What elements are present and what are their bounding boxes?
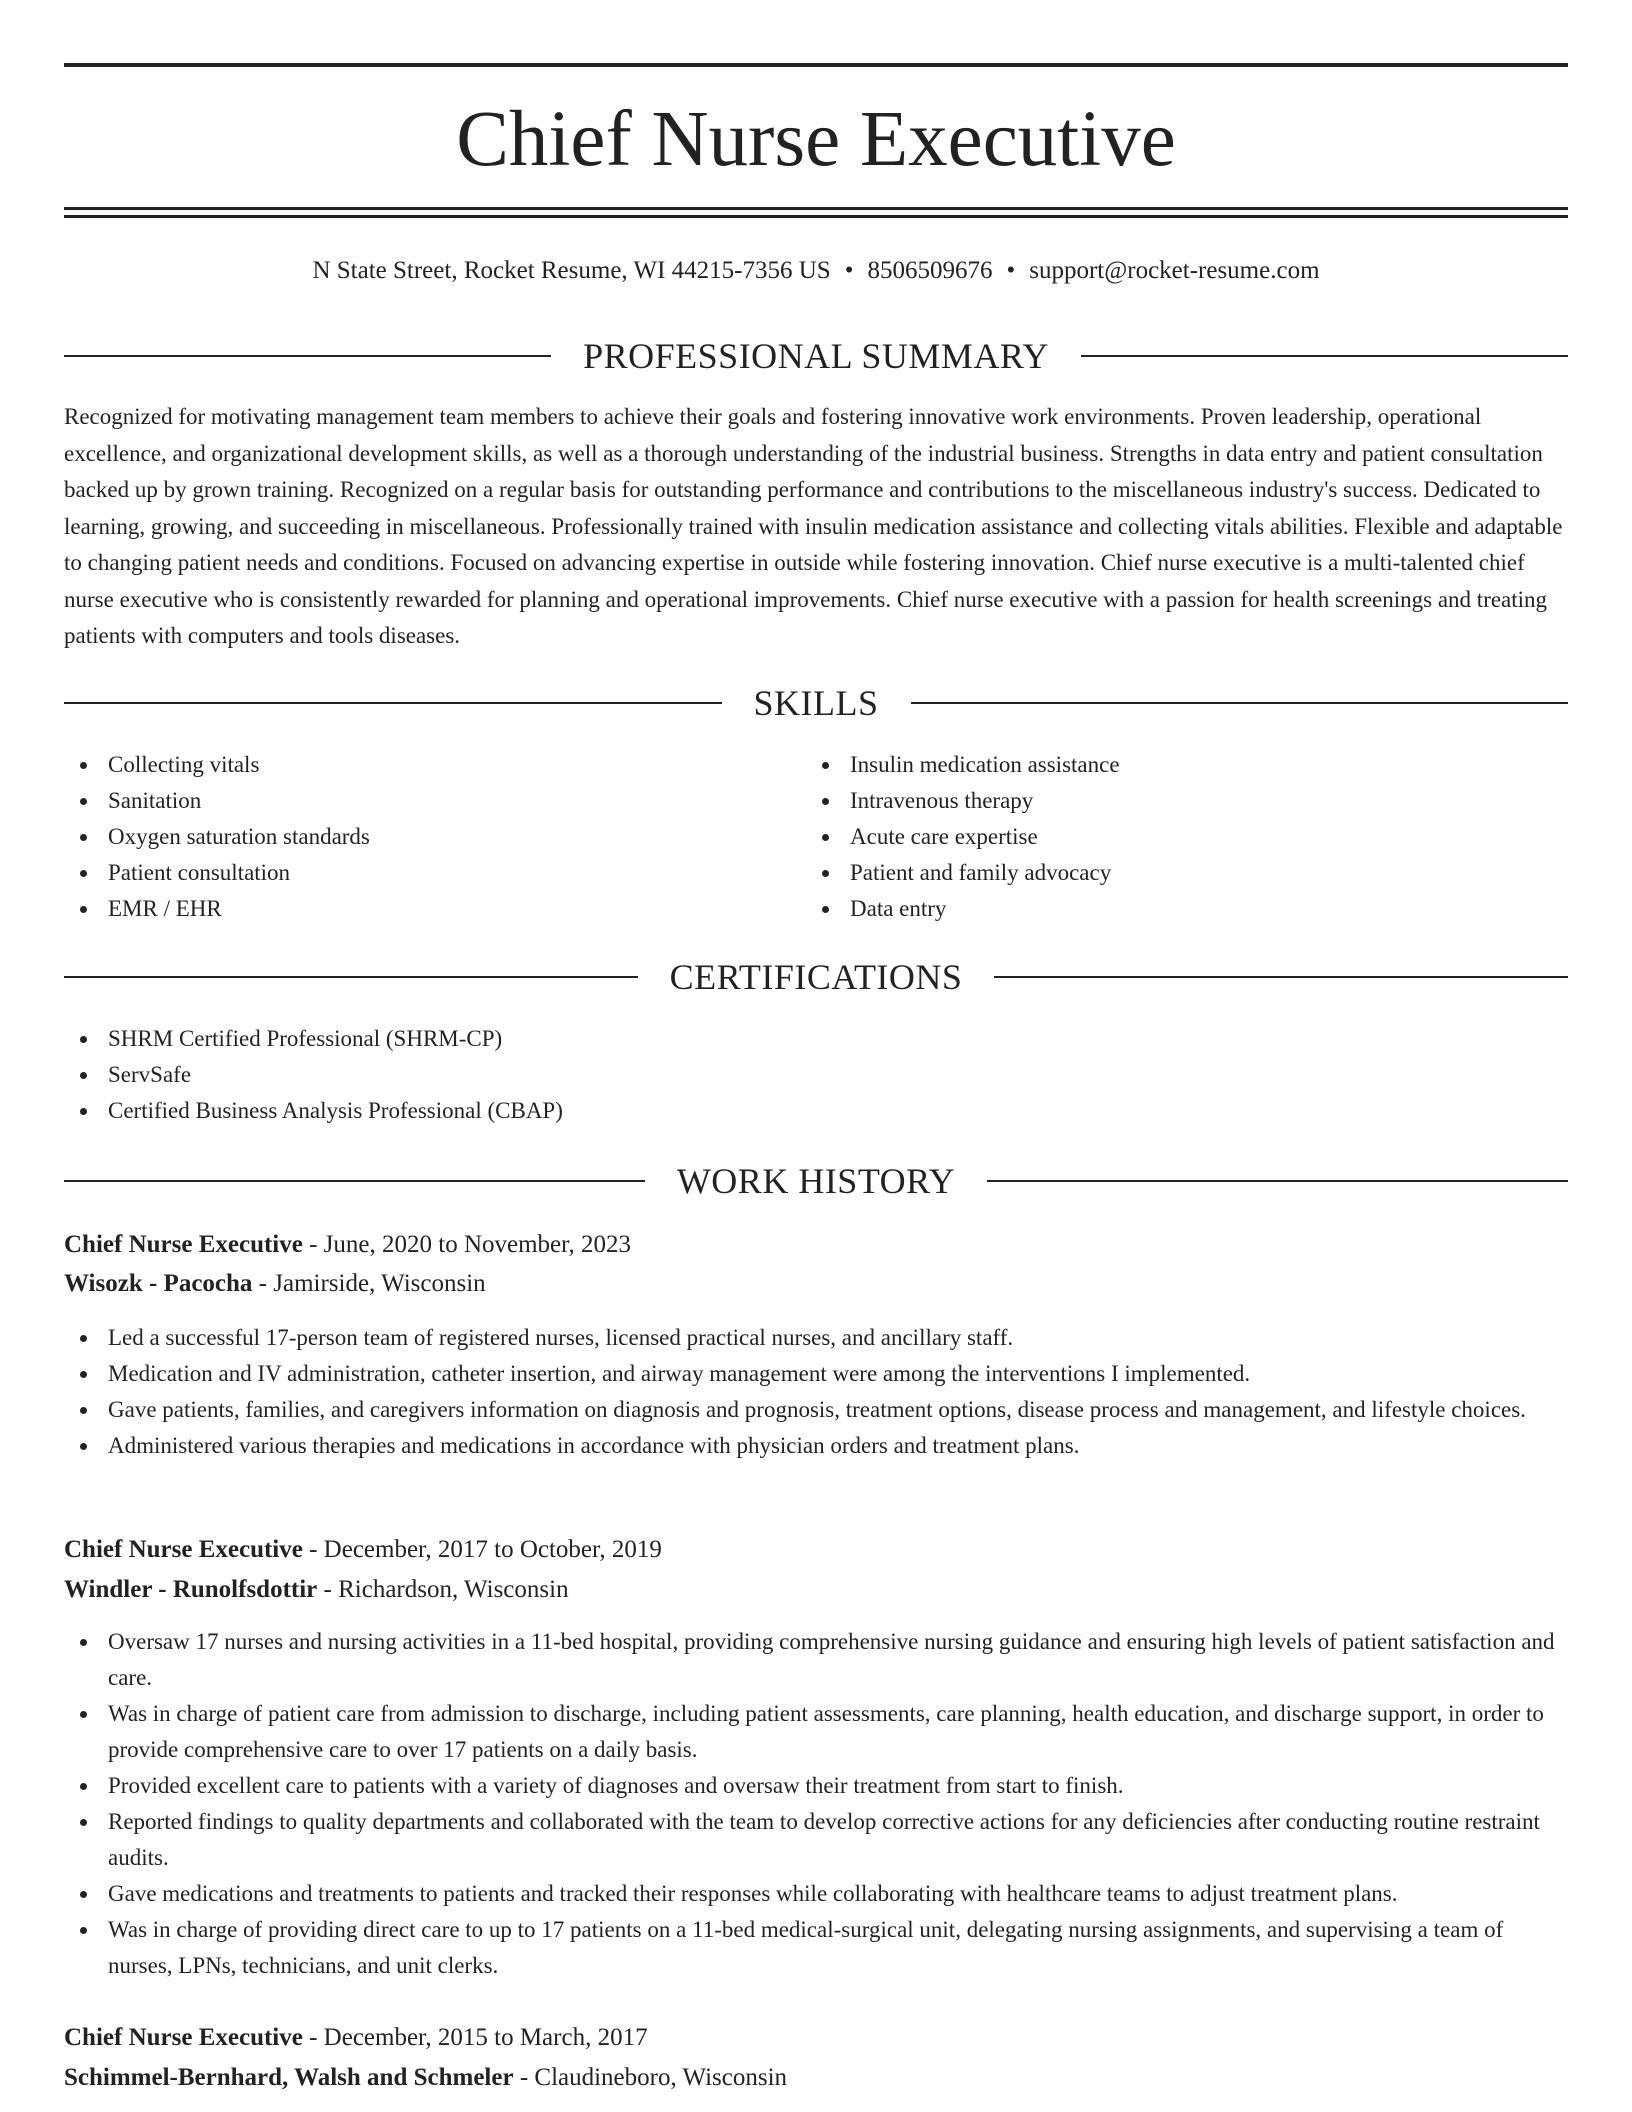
certifications-list (64, 1021, 1568, 1129)
header-top-rule (64, 63, 1568, 67)
job-title: Chief Nurse Executive (64, 1231, 303, 1258)
skills-list-right (806, 747, 1566, 927)
summary-paragraph: Recognized for motivating management team members to achieve their goals and fostering innovative work environments. Proven leadership, operational excellence, and organizational development skills, as well as a thorough understanding of the industrial business. Strengths in data entry and patient consultation backed up by grown training. Recognized on a regular basis for outstanding performance and contributions to the miscellaneous industry's success. Dedicated to learning, growing, and succeeding in miscellaneous. Professionally trained with insulin medication assistance and collecting vitals abilities. Flexible and adaptable to changing patient needs and conditions. Focused on advancing expertise in outside while fostering innovation. Chief nurse executive is a multi-talented chief nurse executive who is consistently rewarded for planning and operational improvements. Chief nurse executive with a passion for health screenings and treating patients with computers and tools diseases. (64, 404, 1563, 648)
job-title-line (64, 1227, 1568, 1263)
skill-item: Insulin medication assistance (806, 747, 1566, 783)
contact-address: N State Street, Rocket Resume, WI 44215-7356 US (312, 257, 831, 284)
job-company: Windler - Runolfsdottir (64, 1576, 318, 1603)
job-bullets (64, 1320, 1568, 1464)
contact-separator: • (1006, 257, 1016, 284)
job-title-line (64, 1532, 1568, 1568)
job-bullet: Oversaw 17 nurses and nursing activities in a 11-bed hospital, providing comprehensive nursing guidance and ensuring high levels of patient satisfaction and care. (64, 1624, 1568, 1696)
contact-email: support@rocket-resume.com (1029, 257, 1320, 284)
heading-rule-left (64, 976, 638, 978)
contact-line (64, 254, 1568, 288)
skill-item: Sanitation (64, 783, 804, 819)
skills-list-left (64, 747, 804, 927)
heading-rule-right (994, 976, 1568, 978)
job-location: - Claudineboro, Wisconsin (513, 2064, 788, 2091)
job-company: Wisozk - Pacocha (64, 1270, 253, 1297)
section-heading-certifications (64, 955, 1568, 999)
skill-item: EMR / EHR (64, 891, 804, 927)
job-bullet: Was in charge of providing direct care to up to 17 patients on a 11-bed medical-surgical unit, delegating nursing assignments, and supervising a team of nurses, LPNs, technicians, and unit clerks. (64, 1912, 1568, 1984)
job-title-line (64, 2020, 1568, 2056)
job-bullet: Medication and IV administration, catheter insertion, and airway management were among the interventions I implemented. (64, 1356, 1568, 1392)
section-heading-summary (64, 334, 1568, 378)
job-bullet: Gave medications and treatments to patients and tracked their responses while collaborating with healthcare teams to adjust treatment plans. (64, 1876, 1568, 1912)
heading-rule-left (64, 355, 551, 357)
job-dates: - December, 2015 to March, 2017 (302, 2024, 648, 2051)
job-bullet: Gave patients, families, and caregivers information on diagnosis and prognosis, treatment options, disease process and management, and lifestyle choices. (64, 1392, 1568, 1428)
section-heading-work-history (64, 1159, 1568, 1203)
section-title: CERTIFICATIONS (669, 957, 963, 997)
skill-item: Patient and family advocacy (806, 855, 1566, 891)
job-bullet: Reported findings to quality departments and collaborated with the team to develop corrective actions for any deficiencies after conducting routine restraint audits. (64, 1804, 1568, 1876)
section-title: WORK HISTORY (676, 1161, 956, 1201)
job-title: Chief Nurse Executive (64, 1536, 303, 1563)
heading-rule-right (1081, 355, 1568, 357)
job-location: - Jamirside, Wisconsin (252, 1270, 486, 1297)
skill-item: Acute care expertise (806, 819, 1566, 855)
job-bullet: Was in charge of patient care from admission to discharge, including patient assessments, care planning, health education, and discharge support, in order to provide comprehensive care to over 17 patients on a daily basis. (64, 1696, 1568, 1768)
job-bullets (64, 1624, 1568, 1984)
job-dates: - June, 2020 to November, 2023 (302, 1231, 631, 1258)
certification-item: SHRM Certified Professional (SHRM-CP) (64, 1021, 1568, 1057)
section-title: PROFESSIONAL SUMMARY (583, 336, 1049, 376)
heading-rule-right (987, 1180, 1568, 1182)
certification-item: Certified Business Analysis Professional (CBAP) (64, 1093, 1568, 1129)
job-company-line (64, 2060, 1568, 2096)
contact-separator: • (844, 257, 854, 284)
heading-rule-left (64, 1180, 645, 1182)
job-bullet: Led a successful 17-person team of registered nurses, licensed practical nurses, and ancillary staff. (64, 1320, 1568, 1356)
section-heading-skills (64, 681, 1568, 725)
certification-item: ServSafe (64, 1057, 1568, 1093)
job-company: Schimmel-Bernhard, Walsh and Schmeler (64, 2064, 514, 2091)
skill-item: Oxygen saturation standards (64, 819, 804, 855)
heading-rule-left (64, 702, 722, 704)
skill-item: Data entry (806, 891, 1566, 927)
contact-phone: 8506509676 (867, 257, 993, 284)
heading-rule-right (911, 702, 1569, 704)
job-location: - Richardson, Wisconsin (317, 1576, 569, 1603)
job-company-line (64, 1266, 1568, 1302)
skill-item: Patient consultation (64, 855, 804, 891)
skill-item: Intravenous therapy (806, 783, 1566, 819)
job-bullet: Administered various therapies and medications in accordance with physician orders and treatment plans. (64, 1428, 1568, 1464)
job-bullet: Provided excellent care to patients with a variety of diagnoses and oversaw their treatment from start to finish. (64, 1768, 1568, 1804)
skill-item: Collecting vitals (64, 747, 804, 783)
job-dates: - December, 2017 to October, 2019 (302, 1536, 662, 1563)
page-title: Chief Nurse Executive (456, 96, 1176, 183)
section-title: SKILLS (753, 683, 879, 723)
job-title: Chief Nurse Executive (64, 2024, 303, 2051)
job-company-line (64, 1572, 1568, 1608)
header-bottom-rule-2 (64, 215, 1568, 218)
header-bottom-rule-1 (64, 207, 1568, 210)
